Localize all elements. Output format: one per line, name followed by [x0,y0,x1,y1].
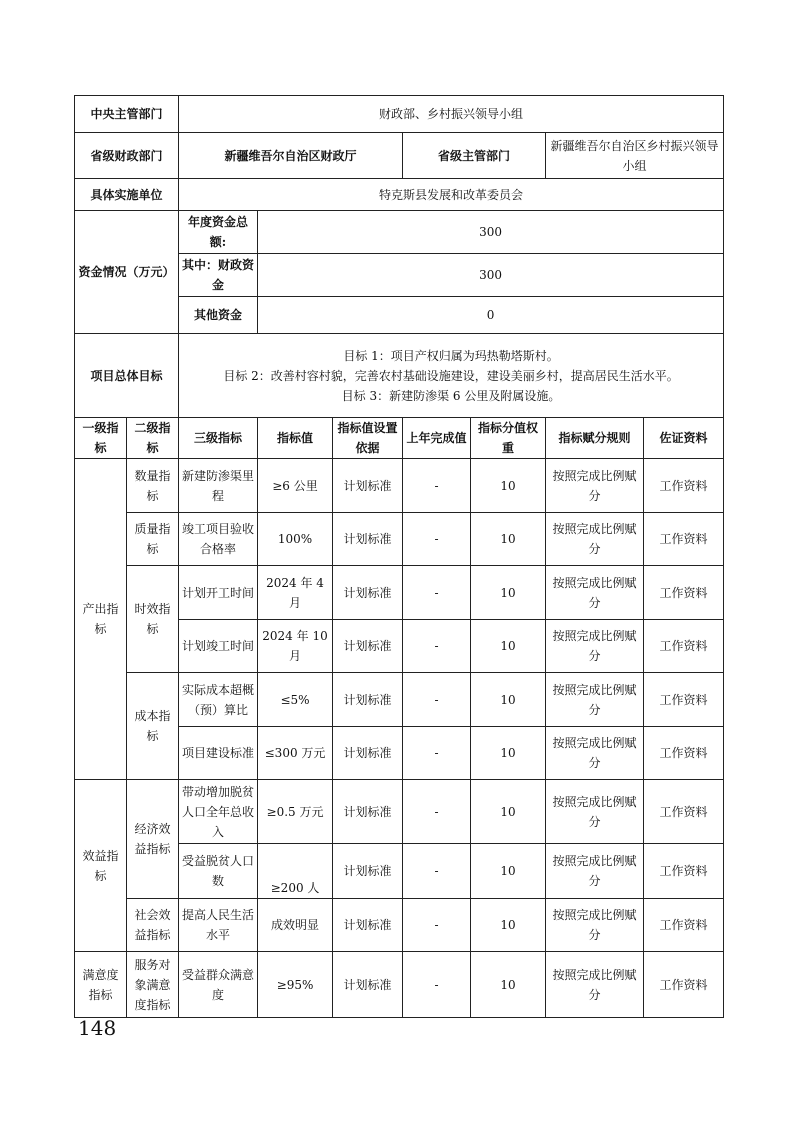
impl-unit-label: 具体实施单位 [75,179,179,211]
value-cell: 2024 年 4 月 [258,566,333,620]
goal-item: 目标 3：新建防渗渠 6 公里及附属设施。 [341,388,561,403]
value-cell: ≥200 人 [258,844,333,899]
basis-cell: 计划标准 [333,673,403,727]
provincial-dept-label: 省级主管部门 [403,133,546,179]
funds-label: 资金情况（万元） [75,211,179,334]
value-cell: 2024 年 10 月 [258,620,333,673]
value-cell: 100% [258,513,333,566]
evidence-cell: 工作资料 [644,620,724,673]
group-quantity: 数量指标 [127,459,179,513]
table-row [75,513,724,566]
value-cell: ≤300 万元 [258,727,333,780]
table-row [75,780,724,844]
evidence-cell: 工作资料 [644,673,724,727]
performance-goals-table [74,95,724,1018]
table-row [75,899,724,952]
basis-cell: 计划标准 [333,513,403,566]
basis-cell: 计划标准 [333,844,403,899]
prev-cell: - [403,513,471,566]
level3-cell: 受益群众满意度 [179,952,258,1018]
provincial-dept-value: 新疆维吾尔自治区乡村振兴领导小组 [546,133,724,179]
level3-cell: 带动增加脱贫人口全年总收入 [179,780,258,844]
rule-cell: 按照完成比例赋分 [546,780,644,844]
rule-cell: 按照完成比例赋分 [546,620,644,673]
level3-cell: 计划开工时间 [179,566,258,620]
group-benefit: 效益指标 [75,780,127,952]
level3-cell: 竣工项目验收合格率 [179,513,258,566]
weight-cell: 10 [471,673,546,727]
overall-goals-label: 项目总体目标 [75,334,179,418]
weight-cell: 10 [471,620,546,673]
basis-cell: 计划标准 [333,780,403,844]
weight-cell: 10 [471,566,546,620]
col-header-level3: 三级指标 [179,418,258,459]
annual-total-value: 300 [258,211,724,254]
table-row [75,673,724,727]
evidence-cell: 工作资料 [644,727,724,780]
value-cell: 成效明显 [258,899,333,952]
prev-cell: - [403,952,471,1018]
group-satisfaction: 满意度指标 [75,952,127,1018]
col-header-basis: 指标值设置依据 [333,418,403,459]
impl-unit-value: 特克斯县发展和改革委员会 [179,179,724,211]
weight-cell: 10 [471,844,546,899]
level3-cell: 实际成本超概（预）算比 [179,673,258,727]
evidence-cell: 工作资料 [644,844,724,899]
col-header-prev: 上年完成值 [403,418,471,459]
rule-cell: 按照完成比例赋分 [546,673,644,727]
rule-cell: 按照完成比例赋分 [546,727,644,780]
basis-cell: 计划标准 [333,566,403,620]
prev-cell: - [403,673,471,727]
level3-cell: 受益脱贫人口数 [179,844,258,899]
table-row [75,566,724,620]
annual-total-label: 年度资金总额: [179,211,258,254]
group-quality: 质量指标 [127,513,179,566]
group-social: 社会效益指标 [127,899,179,952]
level3-cell: 提高人民生活水平 [179,899,258,952]
level3-cell: 新建防渗渠里程 [179,459,258,513]
prev-cell: - [403,899,471,952]
rule-cell: 按照完成比例赋分 [546,513,644,566]
rule-cell: 按照完成比例赋分 [546,899,644,952]
col-header-value: 指标值 [258,418,333,459]
weight-cell: 10 [471,727,546,780]
prev-cell: - [403,566,471,620]
prev-cell: - [403,844,471,899]
goal-item: 目标 2：改善村容村貌，完善农村基础设施建设，建设美丽乡村，提高居民生活水平。 [223,368,679,383]
value-cell: ≥95% [258,952,333,1018]
provincial-finance-label: 省级财政部门 [75,133,179,179]
basis-cell: 计划标准 [333,459,403,513]
rule-cell: 按照完成比例赋分 [546,844,644,899]
prev-cell: - [403,620,471,673]
group-timeliness: 时效指标 [127,566,179,673]
prev-cell: - [403,780,471,844]
group-service: 服务对象满意度指标 [127,952,179,1018]
evidence-cell: 工作资料 [644,952,724,1018]
evidence-cell: 工作资料 [644,566,724,620]
basis-cell: 计划标准 [333,952,403,1018]
value-cell: ≥0.5 万元 [258,780,333,844]
finance-funds-value: 300 [258,254,724,297]
weight-cell: 10 [471,952,546,1018]
value-cell: ≤5% [258,673,333,727]
rule-cell: 按照完成比例赋分 [546,566,644,620]
other-funds-label: 其他资金 [179,297,258,334]
group-cost: 成本指标 [127,673,179,780]
provincial-finance-value: 新疆维吾尔自治区财政厅 [179,133,403,179]
weight-cell: 10 [471,513,546,566]
col-header-level2: 二级指标 [127,418,179,459]
evidence-cell: 工作资料 [644,459,724,513]
prev-cell: - [403,459,471,513]
table-row [75,952,724,1018]
evidence-cell: 工作资料 [644,513,724,566]
evidence-cell: 工作资料 [644,780,724,844]
basis-cell: 计划标准 [333,899,403,952]
prev-cell: - [403,727,471,780]
level3-cell: 项目建设标准 [179,727,258,780]
col-header-level1: 一级指标 [75,418,127,459]
col-header-evidence: 佐证资料 [644,418,724,459]
weight-cell: 10 [471,899,546,952]
page-number: 148 [78,1016,117,1040]
weight-cell: 10 [471,780,546,844]
rule-cell: 按照完成比例赋分 [546,952,644,1018]
central-dept-value: 财政部、乡村振兴领导小组 [179,96,724,133]
other-funds-value: 0 [258,297,724,334]
table-row [75,459,724,513]
basis-cell: 计划标准 [333,620,403,673]
overall-goals-text [179,334,724,418]
value-cell: ≥6 公里 [258,459,333,513]
level3-cell: 计划竣工时间 [179,620,258,673]
col-header-rule: 指标赋分规则 [546,418,644,459]
central-dept-label: 中央主管部门 [75,96,179,133]
rule-cell: 按照完成比例赋分 [546,459,644,513]
finance-funds-label: 其中：财政资金 [179,254,258,297]
evidence-cell: 工作资料 [644,899,724,952]
basis-cell: 计划标准 [333,727,403,780]
group-economic: 经济效益指标 [127,780,179,899]
weight-cell: 10 [471,459,546,513]
col-header-weight: 指标分值权重 [471,418,546,459]
goal-item: 目标 1：项目产权归属为玛热勒塔斯村。 [343,348,559,363]
group-output: 产出指标 [75,459,127,780]
